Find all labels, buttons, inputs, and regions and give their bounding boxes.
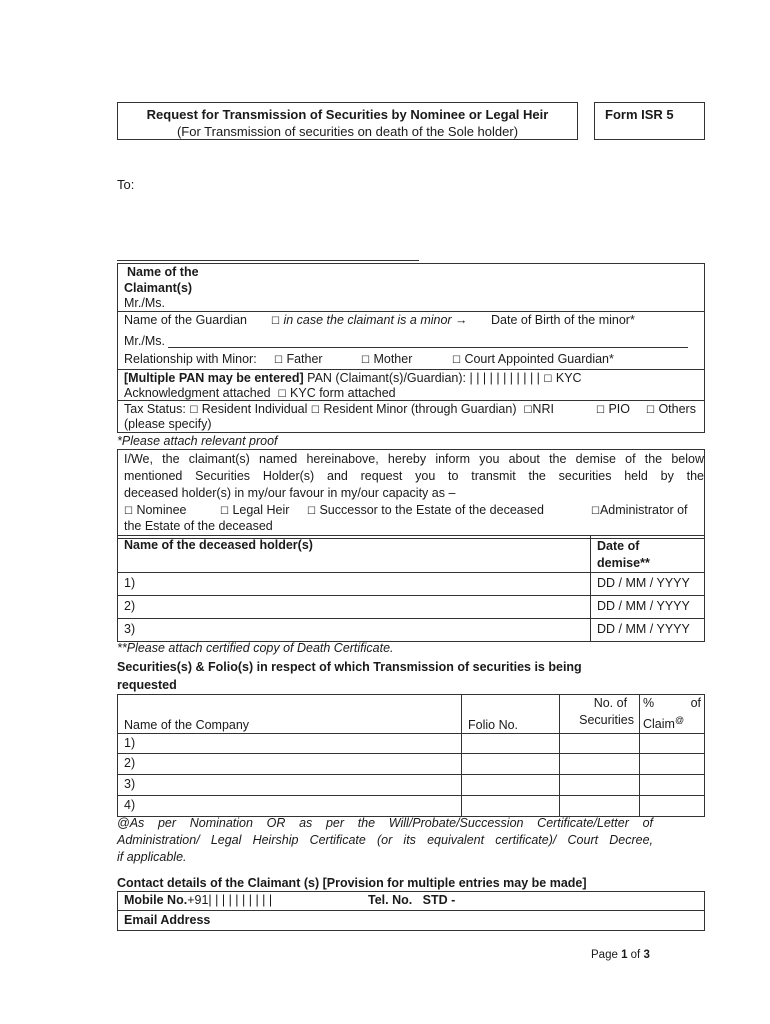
company-row-3[interactable]: 3) bbox=[118, 775, 462, 796]
guardian-mr-ms: Mr./Ms. bbox=[124, 334, 165, 348]
table-row bbox=[118, 596, 705, 619]
capacity-successor[interactable]: ☐ Successor to the Estate of the deceased bbox=[307, 503, 544, 517]
form-id-box bbox=[594, 102, 705, 140]
table-row bbox=[118, 573, 705, 596]
count-cell[interactable] bbox=[560, 754, 640, 775]
guardian-label: Name of the Guardian bbox=[124, 313, 247, 327]
email-label[interactable]: Email Address bbox=[124, 913, 211, 927]
deceased-date-3[interactable]: DD / MM / YYYY bbox=[591, 619, 705, 642]
rel-father-option[interactable]: ☐ Father bbox=[274, 352, 323, 366]
checkbox-icon: ☐ bbox=[596, 405, 605, 416]
divider bbox=[117, 910, 705, 911]
mobile-row: Mobile No.+91| | | | | | | | | | bbox=[124, 893, 273, 907]
folio-cell[interactable] bbox=[462, 796, 560, 817]
death-cert-note: **Please attach certified copy of Death Certificate. bbox=[117, 641, 394, 655]
checkbox-icon[interactable]: ☐ bbox=[543, 374, 553, 385]
checkbox-icon: ☐ bbox=[307, 506, 316, 517]
please-specify: (please specify) bbox=[124, 417, 212, 431]
minor-note: ☐ in case the claimant is a minor → bbox=[271, 313, 468, 327]
checkbox-icon: ☐ bbox=[274, 355, 283, 366]
footnote-line-2: Administration/ Legal Heirship Certificate (or its equivalent certificate)/ Court Decree, bbox=[117, 833, 653, 847]
table-row bbox=[118, 796, 705, 817]
claim-cell[interactable] bbox=[640, 796, 705, 817]
capacity-administrator-2: the Estate of the deceased bbox=[124, 519, 273, 533]
folio-cell[interactable] bbox=[462, 775, 560, 796]
contact-heading: Contact details of the Claimant (s) [Provision for multiple entries may be made] bbox=[117, 876, 587, 890]
deceased-row-1[interactable]: 1) bbox=[118, 573, 591, 596]
deceased-date-2[interactable]: DD / MM / YYYY bbox=[591, 596, 705, 619]
table-row bbox=[118, 775, 705, 796]
claim-cell[interactable] bbox=[640, 775, 705, 796]
checkbox-icon[interactable]: ☐ bbox=[310, 405, 320, 416]
mobile-input-boxes[interactable]: | | | | | | | | | bbox=[215, 893, 273, 907]
count-cell[interactable] bbox=[560, 775, 640, 796]
declaration-line-1: I/We, the claimant(s) named hereinabove, hereby inform you about the demise of the below bbox=[124, 452, 704, 466]
checkbox-icon[interactable]: ☐ bbox=[277, 389, 287, 400]
securities-heading-2: requested bbox=[117, 678, 177, 692]
tax-others-option[interactable]: ☐ Others bbox=[646, 402, 696, 416]
folio-cell[interactable] bbox=[462, 754, 560, 775]
checkbox-icon: ☐ bbox=[220, 506, 229, 517]
tax-pio-option[interactable]: ☐ PIO bbox=[596, 402, 630, 416]
company-row-1[interactable]: 1) bbox=[118, 734, 462, 754]
checkbox-icon[interactable]: ☐ bbox=[271, 316, 280, 327]
minor-dob-label: Date of Birth of the minor* bbox=[491, 313, 635, 327]
table-row bbox=[118, 754, 705, 775]
checkbox-icon: ☐ bbox=[646, 405, 655, 416]
divider bbox=[117, 369, 705, 370]
capacity-legal-heir[interactable]: ☐ Legal Heir bbox=[220, 503, 290, 517]
checkbox-icon: ☐ bbox=[124, 506, 133, 517]
rel-court-option[interactable]: ☐ Court Appointed Guardian* bbox=[452, 352, 614, 366]
footnote-line-3: if applicable. bbox=[117, 850, 187, 864]
checkbox-icon: ☐ bbox=[591, 506, 600, 517]
securities-count-header: No. of Securities bbox=[560, 695, 640, 734]
to-address-line[interactable] bbox=[117, 260, 419, 261]
deceased-date-header: Date of demise** bbox=[591, 536, 705, 573]
claim-pct-header: % of Claim@ bbox=[640, 695, 705, 734]
divider bbox=[117, 311, 705, 312]
pan-input-boxes[interactable]: | | | | | | | | | | | bbox=[469, 371, 540, 385]
company-header: Name of the Company bbox=[118, 695, 462, 734]
form-id: Form ISR 5 bbox=[605, 107, 674, 122]
tel-label[interactable]: Tel. No. STD - bbox=[368, 893, 456, 907]
pan-row: [Multiple PAN may be entered] PAN (Claimant(s)/Guardian): | | | | | | | | | | | ☐ KYC bbox=[124, 371, 582, 385]
declaration-line-3: deceased holder(s) in my/our favour in my/our capacity as – bbox=[124, 486, 456, 500]
claim-cell[interactable] bbox=[640, 734, 705, 754]
claimant-name-label: Name of the bbox=[127, 265, 199, 279]
checkbox-icon: ☐ bbox=[452, 355, 461, 366]
count-cell[interactable] bbox=[560, 796, 640, 817]
claim-cell[interactable] bbox=[640, 754, 705, 775]
capacity-administrator[interactable]: ☐Administrator of bbox=[591, 503, 688, 517]
tax-status-row: Tax Status: ☐ Resident Individual ☐ Resident Minor (through Guardian) ☐NRI bbox=[124, 402, 554, 416]
page-number: Page 1 of 3 bbox=[591, 949, 650, 961]
rel-mother-option[interactable]: ☐ Mother bbox=[361, 352, 413, 366]
checkbox-icon[interactable]: ☐ bbox=[523, 405, 533, 416]
folio-cell[interactable] bbox=[462, 734, 560, 754]
folio-header: Folio No. bbox=[462, 695, 560, 734]
kyc-ack-row: Acknowledgment attached ☐ KYC form attached bbox=[124, 386, 396, 400]
checkbox-icon[interactable]: ☐ bbox=[189, 405, 199, 416]
table-row bbox=[118, 619, 705, 642]
capacity-nominee[interactable]: ☐ Nominee bbox=[124, 503, 187, 517]
form-title-box bbox=[117, 102, 578, 140]
checkbox-icon: ☐ bbox=[361, 355, 370, 366]
to-label: To: bbox=[117, 177, 135, 192]
claimant-name-label-2: Claimant(s) bbox=[124, 281, 193, 295]
declaration-line-2: mentioned Securities Holder(s) and request you to transmit the securities held by the bbox=[124, 469, 704, 483]
relationship-label: Relationship with Minor: bbox=[124, 352, 257, 366]
deceased-row-2[interactable]: 2) bbox=[118, 596, 591, 619]
table-row bbox=[118, 734, 705, 754]
guardian-name-line[interactable] bbox=[168, 347, 688, 348]
deceased-date-1[interactable]: DD / MM / YYYY bbox=[591, 573, 705, 596]
company-row-4[interactable]: 4) bbox=[118, 796, 462, 817]
securities-heading: Securities(s) & Folio(s) in respect of which Transmission of securities is being bbox=[117, 660, 582, 674]
deceased-name-header: Name of the deceased holder(s) bbox=[118, 536, 591, 573]
claimant-mr-ms[interactable]: Mr./Ms. bbox=[124, 296, 165, 310]
deceased-row-3[interactable]: 3) bbox=[118, 619, 591, 642]
form-title: Request for Transmission of Securities by Nominee or Legal Heir bbox=[146, 107, 549, 122]
company-row-2[interactable]: 2) bbox=[118, 754, 462, 775]
count-cell[interactable] bbox=[560, 734, 640, 754]
deceased-holders-table bbox=[117, 535, 705, 642]
relevant-proof-note: *Please attach relevant proof bbox=[117, 434, 278, 448]
form-subtitle: (For Transmission of securities on death of the Sole holder) bbox=[176, 124, 519, 139]
securities-table bbox=[117, 694, 705, 817]
footnote-line-1: @As per Nomination OR as per the Will/Probate/Succession Certificate/Letter of bbox=[117, 816, 653, 830]
